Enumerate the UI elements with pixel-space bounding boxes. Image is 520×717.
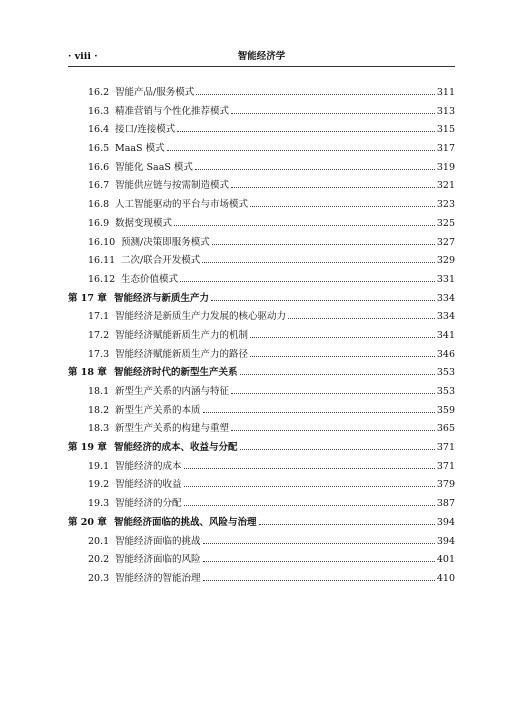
table-of-contents <box>68 84 455 589</box>
toc-entry-title: 智能经济是新质生产力发展的核心驱动力 <box>115 311 287 323</box>
toc-entry-number: 16.6 <box>88 161 110 173</box>
toc-entry-title: 精准营销与个性化推荐模式 <box>115 105 230 117</box>
toc-section-entry <box>68 177 455 196</box>
toc-section-entry <box>68 570 455 589</box>
toc-entry-number: 19.2 <box>88 479 110 491</box>
toc-entry-number: 19.3 <box>88 498 110 510</box>
toc-entry-page: 387 <box>436 498 455 510</box>
toc-chapter-entry <box>68 364 455 383</box>
toc-entry-page: 321 <box>436 180 455 192</box>
toc-entry-number: 18.3 <box>88 423 110 435</box>
toc-entry-number: 16.12 <box>88 273 116 285</box>
toc-entry-page: 315 <box>436 124 455 136</box>
toc-section-entry <box>68 308 455 327</box>
toc-entry-page: 394 <box>436 516 455 528</box>
toc-dot-leader <box>174 225 435 226</box>
toc-entry-page: 379 <box>436 479 455 491</box>
toc-section-entry <box>68 103 455 122</box>
toc-entry-page: 410 <box>436 572 455 584</box>
toc-section-entry <box>68 420 455 439</box>
toc-dot-leader <box>180 281 435 282</box>
toc-section-entry <box>68 271 455 290</box>
toc-entry-page: 323 <box>436 199 455 211</box>
toc-entry-title: 智能经济面临的挑战 <box>115 535 201 547</box>
toc-entry-page: 365 <box>436 423 455 435</box>
toc-entry-title: 数据变现模式 <box>115 217 173 229</box>
toc-section-entry <box>68 346 455 365</box>
toc-dot-leader <box>240 374 435 375</box>
toc-entry-page: 371 <box>436 442 455 454</box>
toc-entry-title: 智能经济的收益 <box>115 479 182 491</box>
toc-chapter-entry <box>68 290 455 309</box>
toc-section-entry <box>68 533 455 552</box>
toc-entry-number: 16.10 <box>88 236 116 248</box>
toc-entry-number: 第 19 章 <box>68 442 107 454</box>
toc-entry-number: 16.7 <box>88 180 110 192</box>
toc-entry-number: 19.1 <box>88 460 110 472</box>
toc-entry-number: 16.4 <box>88 124 110 136</box>
toc-entry-title: 智能经济面临的风险 <box>115 554 201 566</box>
toc-dot-leader <box>202 262 435 263</box>
toc-entry-title: 新型生产关系的本质 <box>115 404 201 416</box>
toc-entry-page: 401 <box>436 554 455 566</box>
toc-entry-page: 346 <box>436 348 455 360</box>
toc-dot-leader <box>184 468 435 469</box>
toc-entry-page: 327 <box>436 236 455 248</box>
toc-entry-title: 智能经济时代的新型生产关系 <box>114 367 238 379</box>
toc-entry-title: 预测/决策即服务模式 <box>121 236 210 248</box>
toc-dot-leader <box>184 505 435 506</box>
toc-entry-page: 334 <box>436 292 455 304</box>
toc-section-entry <box>68 476 455 495</box>
toc-entry-title: 智能经济赋能新质生产力的机制 <box>115 329 249 341</box>
header-rule <box>68 66 455 67</box>
toc-entry-title: 智能经济的成本、收益与分配 <box>114 442 238 454</box>
toc-entry-number: 20.2 <box>88 554 110 566</box>
toc-entry-number: 20.1 <box>88 535 110 547</box>
toc-section-entry <box>68 84 455 103</box>
toc-section-entry <box>68 234 455 253</box>
toc-dot-leader <box>240 449 435 450</box>
toc-entry-page: 359 <box>436 404 455 416</box>
toc-entry-number: 18.2 <box>88 404 110 416</box>
toc-entry-title: 接口/连接模式 <box>115 124 176 136</box>
toc-entry-title: 智能经济的智能治理 <box>115 572 201 584</box>
toc-dot-leader <box>167 150 435 151</box>
toc-entry-title: 智能经济的成本 <box>115 460 182 472</box>
toc-section-entry <box>68 402 455 421</box>
toc-dot-leader <box>231 393 435 394</box>
toc-section-entry <box>68 495 455 514</box>
toc-section-entry <box>68 140 455 159</box>
toc-entry-number: 第 18 章 <box>68 367 107 379</box>
toc-entry-number: 16.8 <box>88 199 110 211</box>
toc-entry-title: 智能供应链与按需制造模式 <box>115 180 230 192</box>
toc-dot-leader <box>259 524 435 525</box>
toc-entry-page: 341 <box>436 329 455 341</box>
toc-entry-number: 16.9 <box>88 217 110 229</box>
toc-entry-page: 313 <box>436 105 455 117</box>
toc-entry-number: 20.3 <box>88 572 110 584</box>
toc-entry-number: 16.2 <box>88 87 110 98</box>
toc-entry-title: 智能经济面临的挑战、风险与治理 <box>114 516 257 528</box>
page-header <box>68 50 455 64</box>
toc-entry-number: 16.3 <box>88 105 110 117</box>
toc-dot-leader <box>203 412 435 413</box>
toc-entry-title: 二次/联合开发模式 <box>121 255 201 267</box>
toc-entry-page: 353 <box>436 386 455 397</box>
toc-entry-title: 生态价值模式 <box>121 273 179 285</box>
page-number: · viii · <box>68 51 98 62</box>
toc-section-entry <box>68 121 455 140</box>
toc-entry-page: 325 <box>436 217 455 229</box>
toc-entry-page: 329 <box>436 255 455 267</box>
toc-entry-number: 16.11 <box>88 255 116 267</box>
toc-dot-leader <box>195 169 435 170</box>
toc-entry-number: 17.2 <box>88 329 110 341</box>
toc-dot-leader <box>203 543 435 544</box>
toc-dot-leader <box>212 244 435 245</box>
toc-entry-title: 智能产品/服务模式 <box>115 87 195 98</box>
toc-entry-page: 334 <box>436 311 455 323</box>
toc-entry-number: 18.1 <box>88 386 110 397</box>
toc-entry-number: 17.3 <box>88 348 110 360</box>
toc-entry-number: 16.5 <box>88 143 110 155</box>
toc-entry-title: 新型生产关系的内涵与特征 <box>115 386 230 397</box>
toc-section-entry <box>68 383 455 402</box>
toc-entry-number: 第 20 章 <box>68 516 107 528</box>
toc-dot-leader <box>203 580 435 581</box>
toc-entry-title: MaaS 模式 <box>115 143 165 155</box>
book-title: 智能经济学 <box>237 51 286 62</box>
toc-section-entry <box>68 252 455 271</box>
toc-entry-title: 智能化 SaaS 模式 <box>115 161 193 173</box>
toc-section-entry <box>68 458 455 477</box>
toc-section-entry <box>68 551 455 570</box>
toc-section-entry <box>68 215 455 234</box>
toc-chapter-entry <box>68 439 455 458</box>
toc-dot-leader <box>231 113 435 114</box>
toc-section-entry <box>68 159 455 178</box>
toc-entry-page: 371 <box>436 460 455 472</box>
toc-dot-leader <box>184 486 435 487</box>
toc-dot-leader <box>211 300 435 301</box>
toc-dot-leader <box>288 318 435 319</box>
toc-entry-title: 人工智能驱动的平台与市场模式 <box>115 199 249 211</box>
toc-entry-page: 353 <box>436 367 455 379</box>
toc-dot-leader <box>231 430 435 431</box>
toc-section-entry <box>68 327 455 346</box>
toc-entry-title: 智能经济赋能新质生产力的路径 <box>115 348 249 360</box>
toc-section-entry <box>68 196 455 215</box>
toc-chapter-entry <box>68 514 455 533</box>
toc-dot-leader <box>177 131 435 132</box>
toc-entry-title: 智能经济与新质生产力 <box>114 292 210 304</box>
toc-entry-page: 331 <box>436 273 455 285</box>
toc-entry-title: 新型生产关系的构建与重塑 <box>115 423 230 435</box>
toc-entry-page: 319 <box>436 161 455 173</box>
toc-entry-title: 智能经济的分配 <box>115 498 182 510</box>
toc-dot-leader <box>203 561 435 562</box>
toc-dot-leader <box>231 187 435 188</box>
toc-entry-page: 317 <box>436 143 455 155</box>
toc-entry-number: 第 17 章 <box>68 292 107 304</box>
toc-dot-leader <box>250 356 435 357</box>
toc-dot-leader <box>196 94 435 95</box>
toc-dot-leader <box>250 206 435 207</box>
toc-dot-leader <box>250 337 435 338</box>
toc-entry-number: 17.1 <box>88 311 110 323</box>
toc-entry-page: 394 <box>436 535 455 547</box>
toc-entry-page: 311 <box>436 87 455 98</box>
